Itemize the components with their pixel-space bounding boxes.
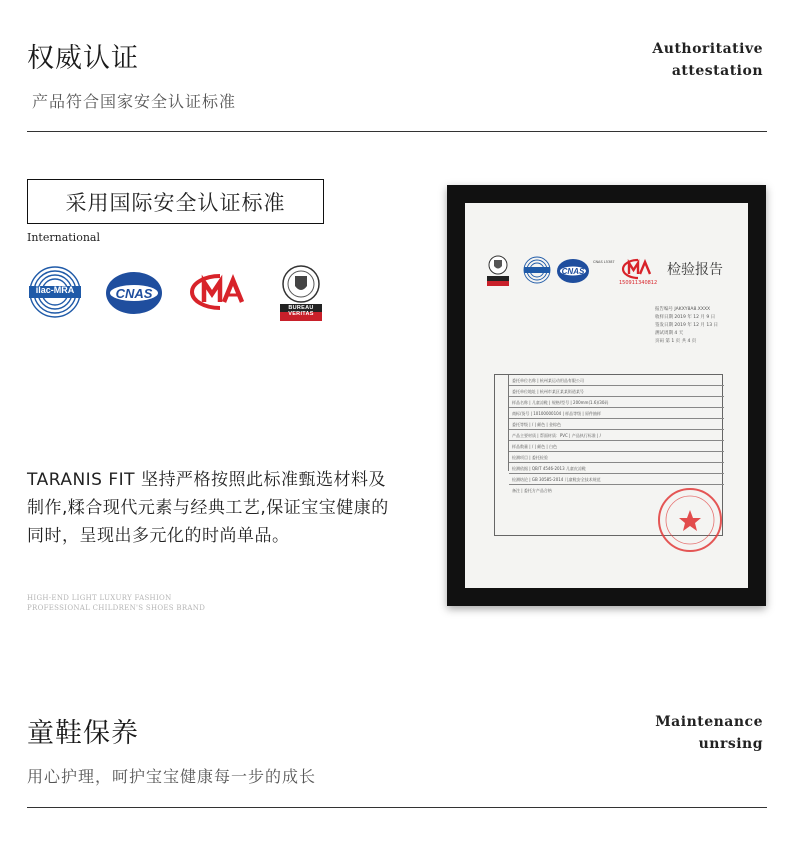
report-meta-line: 报告编号 JAKXY8A8.XXXX <box>655 307 711 312</box>
report-cnas-icon <box>556 258 590 284</box>
report-row: 样品数量 | / | 颜色 | 白色 <box>509 441 724 452</box>
report-cnas-caption: CNAS L5387 <box>593 260 615 264</box>
bureau-veritas-logo <box>278 262 324 324</box>
international-label: International <box>27 231 100 244</box>
ilac-mra-logo <box>27 262 83 322</box>
en-line-1: Authoritative <box>652 41 763 57</box>
report-ilac-icon <box>523 255 551 285</box>
boxed-cert-title <box>27 179 324 224</box>
en-line-2: unrsing <box>698 736 763 752</box>
en-line-2: attestation <box>671 63 763 79</box>
report-row: 检测项目 | 委托检验 <box>509 452 724 463</box>
report-row: 委托单位名称 | 杭州某运动用品有限公司 <box>509 375 724 386</box>
report-meta-line: 测试周期 4 天 <box>655 331 684 336</box>
brand-description: TARANIS FIT 坚持严格按照此标准甄选材料及制作,糅合现代元素与经典工艺,保证宝宝健康的同时，呈现出多元化的时尚单品。 <box>27 470 389 546</box>
report-row: 备注 | 委托方产品合格 <box>512 488 552 493</box>
section-subtitle-certification: 产品符合国家安全认证标准 <box>32 92 237 111</box>
ilac-mra-text: ilac-MRA <box>35 285 75 295</box>
report-cma-icon <box>620 258 656 280</box>
report-frame <box>447 185 766 606</box>
en-line-1: Maintenance <box>655 714 763 730</box>
section-subtitle-maintenance: 用心护理，呵护宝宝健康每一步的成长 <box>27 767 317 786</box>
section2-en-label <box>563 711 763 755</box>
bureau-veritas-text: BUREAU VERITAS <box>288 305 314 317</box>
report-meta-line: 签发日期 2019 年 12 月 13 日 <box>655 323 718 328</box>
report-row: 产品主要材质 | 帮面材质：PVC | 产品执行标准 | / <box>509 430 724 441</box>
report-meta <box>655 306 718 346</box>
cma-logo <box>186 272 254 312</box>
report-row: 检测结论 | GB 30585-2014 儿童鞋安全技术规范 <box>509 474 724 485</box>
section-title-certification: 权威认证 <box>27 43 139 74</box>
divider-top <box>27 131 767 132</box>
report-row: 委托单位地址 | 杭州市某区某某街道某号 <box>509 386 724 397</box>
faint-tagline <box>27 593 205 613</box>
report-paper <box>465 203 748 588</box>
report-row: 商标/货号 | 10100000104 | 样品等级 | 原件抽样 <box>509 408 724 419</box>
report-ma-number: 150911340812 <box>619 280 658 286</box>
report-table-side <box>495 375 509 471</box>
report-meta-line: 页码 第 1 页 共 4 页 <box>655 339 697 344</box>
report-table-rows <box>509 375 724 496</box>
faint-line-2: PROFESSIONAL CHILDREN'S SHOES BRAND <box>27 604 206 612</box>
section-en-label <box>563 38 763 82</box>
cnas-text: CNAS <box>115 286 153 301</box>
report-row: 样品名称 | 儿童凉鞋 | 规格/型号 | 200mm(1.6)/30码 <box>509 397 724 408</box>
report-bv-icon <box>487 254 509 288</box>
faint-line-1: HIGH-END LIGHT LUXURY FASHION <box>27 594 172 602</box>
divider-bottom <box>27 807 767 808</box>
cma-icon <box>186 272 254 312</box>
cnas-logo <box>104 270 164 316</box>
svg-text:CNAS: CNAS <box>561 267 585 276</box>
report-meta-line: 收样日期 2019 年 12 月 9 日 <box>655 315 716 320</box>
section-title-maintenance: 童鞋保养 <box>27 718 139 749</box>
report-title: 检验报告 <box>667 262 723 278</box>
boxed-cert-title-text: 采用国际安全认证标准 <box>65 190 286 215</box>
report-row: 检测依据 | QB/T 4546-2013 儿童皮凉鞋 <box>509 463 724 474</box>
report-row: 委托等级 | / | 颜色 | 金棕色 <box>509 419 724 430</box>
report-stamp-icon <box>655 485 725 555</box>
